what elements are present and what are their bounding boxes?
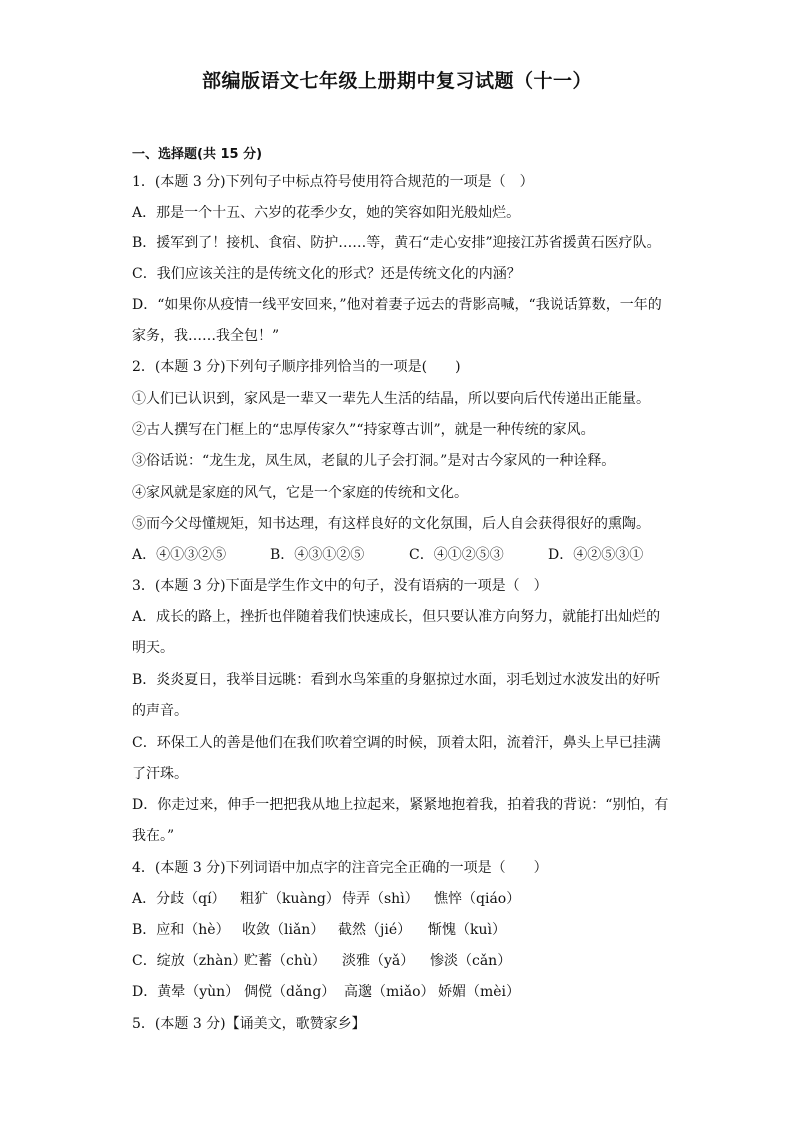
question-2-sentence-3: ③俗话说：“龙生龙，凤生凤，老鼠的儿子会打洞。”是对古今家风的一种诠释。	[132, 453, 616, 469]
q4-a-word-2: 粗犷（kuàng）	[240, 891, 340, 907]
question-3-option-c: C．环保工人的善是他们在我们吹着空调的时候，顶着太阳，流着汗，鼻头上早已挂满	[132, 735, 661, 751]
question-3-option-d: D．你走过来，伸手一把把我从地上拉起来，紧紧地抱着我，拍着我的背说：“别怕，有	[132, 797, 669, 813]
question-1-option-d-cont: 家务，我……我全包！”	[132, 328, 280, 344]
q4-b-word-1: B．应和（hè）	[132, 922, 230, 938]
question-1-option-a: A．那是一个十五、六岁的花季少女，她的笑容如阳光般灿烂。	[132, 205, 521, 221]
question-1-option-d: D．“如果你从疫情一线平安回来，”他对着妻子远去的背影高喊，“我说话算数，一年的	[132, 297, 662, 313]
question-3-option-d-cont: 我在。”	[132, 828, 175, 844]
q4-a-word-4: 憔悴（qiáo）	[434, 891, 521, 907]
q4-d-word-1: D．黄晕（yùn）	[132, 984, 240, 1000]
q4-b-word-3: 截然（jié）	[338, 922, 412, 938]
question-3-option-b: B．炎炎夏日，我举目远眺：看到水鸟笨重的身躯掠过水面，羽毛划过水波发出的好听	[132, 672, 661, 688]
q4-c-word-2: 贮蓄（chù）	[244, 953, 326, 969]
question-2-option-a: A．④①③②⑤	[132, 547, 227, 563]
question-2-option-b: B．④③①②⑤	[270, 547, 365, 563]
question-3-option-a: A．成长的路上，挫折也伴随着我们快速成长，但只要认准方向努力，就能打出灿烂的	[132, 609, 661, 625]
question-1-option-c: C．我们应该关注的是传统文化的形式？还是传统文化的内涵？	[132, 266, 521, 282]
q4-a-word-1: A．分歧（qí）	[132, 891, 226, 907]
q4-b-word-2: 收敛（liǎn）	[242, 922, 325, 938]
q4-d-word-4: 娇媚（mèi）	[438, 984, 521, 1000]
question-3-option-b-cont: 的声音。	[132, 703, 188, 719]
q4-d-word-3: 高邈（miǎo）	[344, 984, 435, 1000]
question-1-option-b: B．援军到了！接机、食宿、防护……等，黄石“走心安排”迎接江苏省援黄石医疗队。	[132, 235, 661, 251]
q4-c-word-1: C．绽放（zhàn）	[132, 953, 247, 969]
question-2-sentence-2: ②古人撰写在门框上的“忠厚传家久”“持家尊古训”，就是一种传统的家风。	[132, 422, 595, 438]
question-2-sentence-4: ④家风就是家庭的风气，它是一个家庭的传统和文化。	[132, 485, 468, 501]
question-2-stem: 2．(本题 3 分)下列句子顺序排列恰当的一项是( )	[132, 359, 461, 375]
q4-c-word-3: 淡雅（yǎ）	[342, 953, 415, 969]
question-2-option-c: C．④①②⑤③	[409, 547, 504, 563]
question-2-sentence-5: ⑤而今父母懂规矩，知书达理，有这样良好的文化氛围，后人自会获得很好的熏陶。	[132, 516, 650, 532]
question-4-stem: 4．(本题 3 分)下列词语中加点字的注音完全正确的一项是（ ）	[132, 860, 548, 876]
question-5-stem: 5．(本题 3 分)【诵美文，歌赞家乡】	[132, 1016, 366, 1032]
question-1-stem: 1．(本题 3 分)下列句子中标点符号使用符合规范的一项是（ ）	[132, 174, 534, 190]
question-3-option-c-cont: 了汗珠。	[132, 766, 188, 782]
question-3-option-a-cont: 明天。	[132, 640, 174, 656]
question-2-sentence-1: ①人们已认识到，家风是一辈又一辈先人生活的结晶，所以要向后代传递出正能量。	[132, 391, 650, 407]
q4-c-word-4: 惨淡（cǎn）	[430, 953, 512, 969]
section-heading: 一、选择题(共 15 分)	[132, 147, 263, 162]
page-title: 部编版语文七年级上册期中复习试题（十一）	[201, 70, 592, 92]
question-2-option-d: D．④②⑤③①	[548, 547, 644, 563]
q4-d-word-2: 倜傥（dǎng）	[244, 984, 336, 1000]
q4-b-word-4: 惭愧（kuì）	[428, 922, 506, 938]
question-3-stem: 3．(本题 3 分)下面是学生作文中的句子，没有语病的一项是（ ）	[132, 578, 548, 594]
q4-a-word-3: 侍弄（shì）	[342, 891, 419, 907]
